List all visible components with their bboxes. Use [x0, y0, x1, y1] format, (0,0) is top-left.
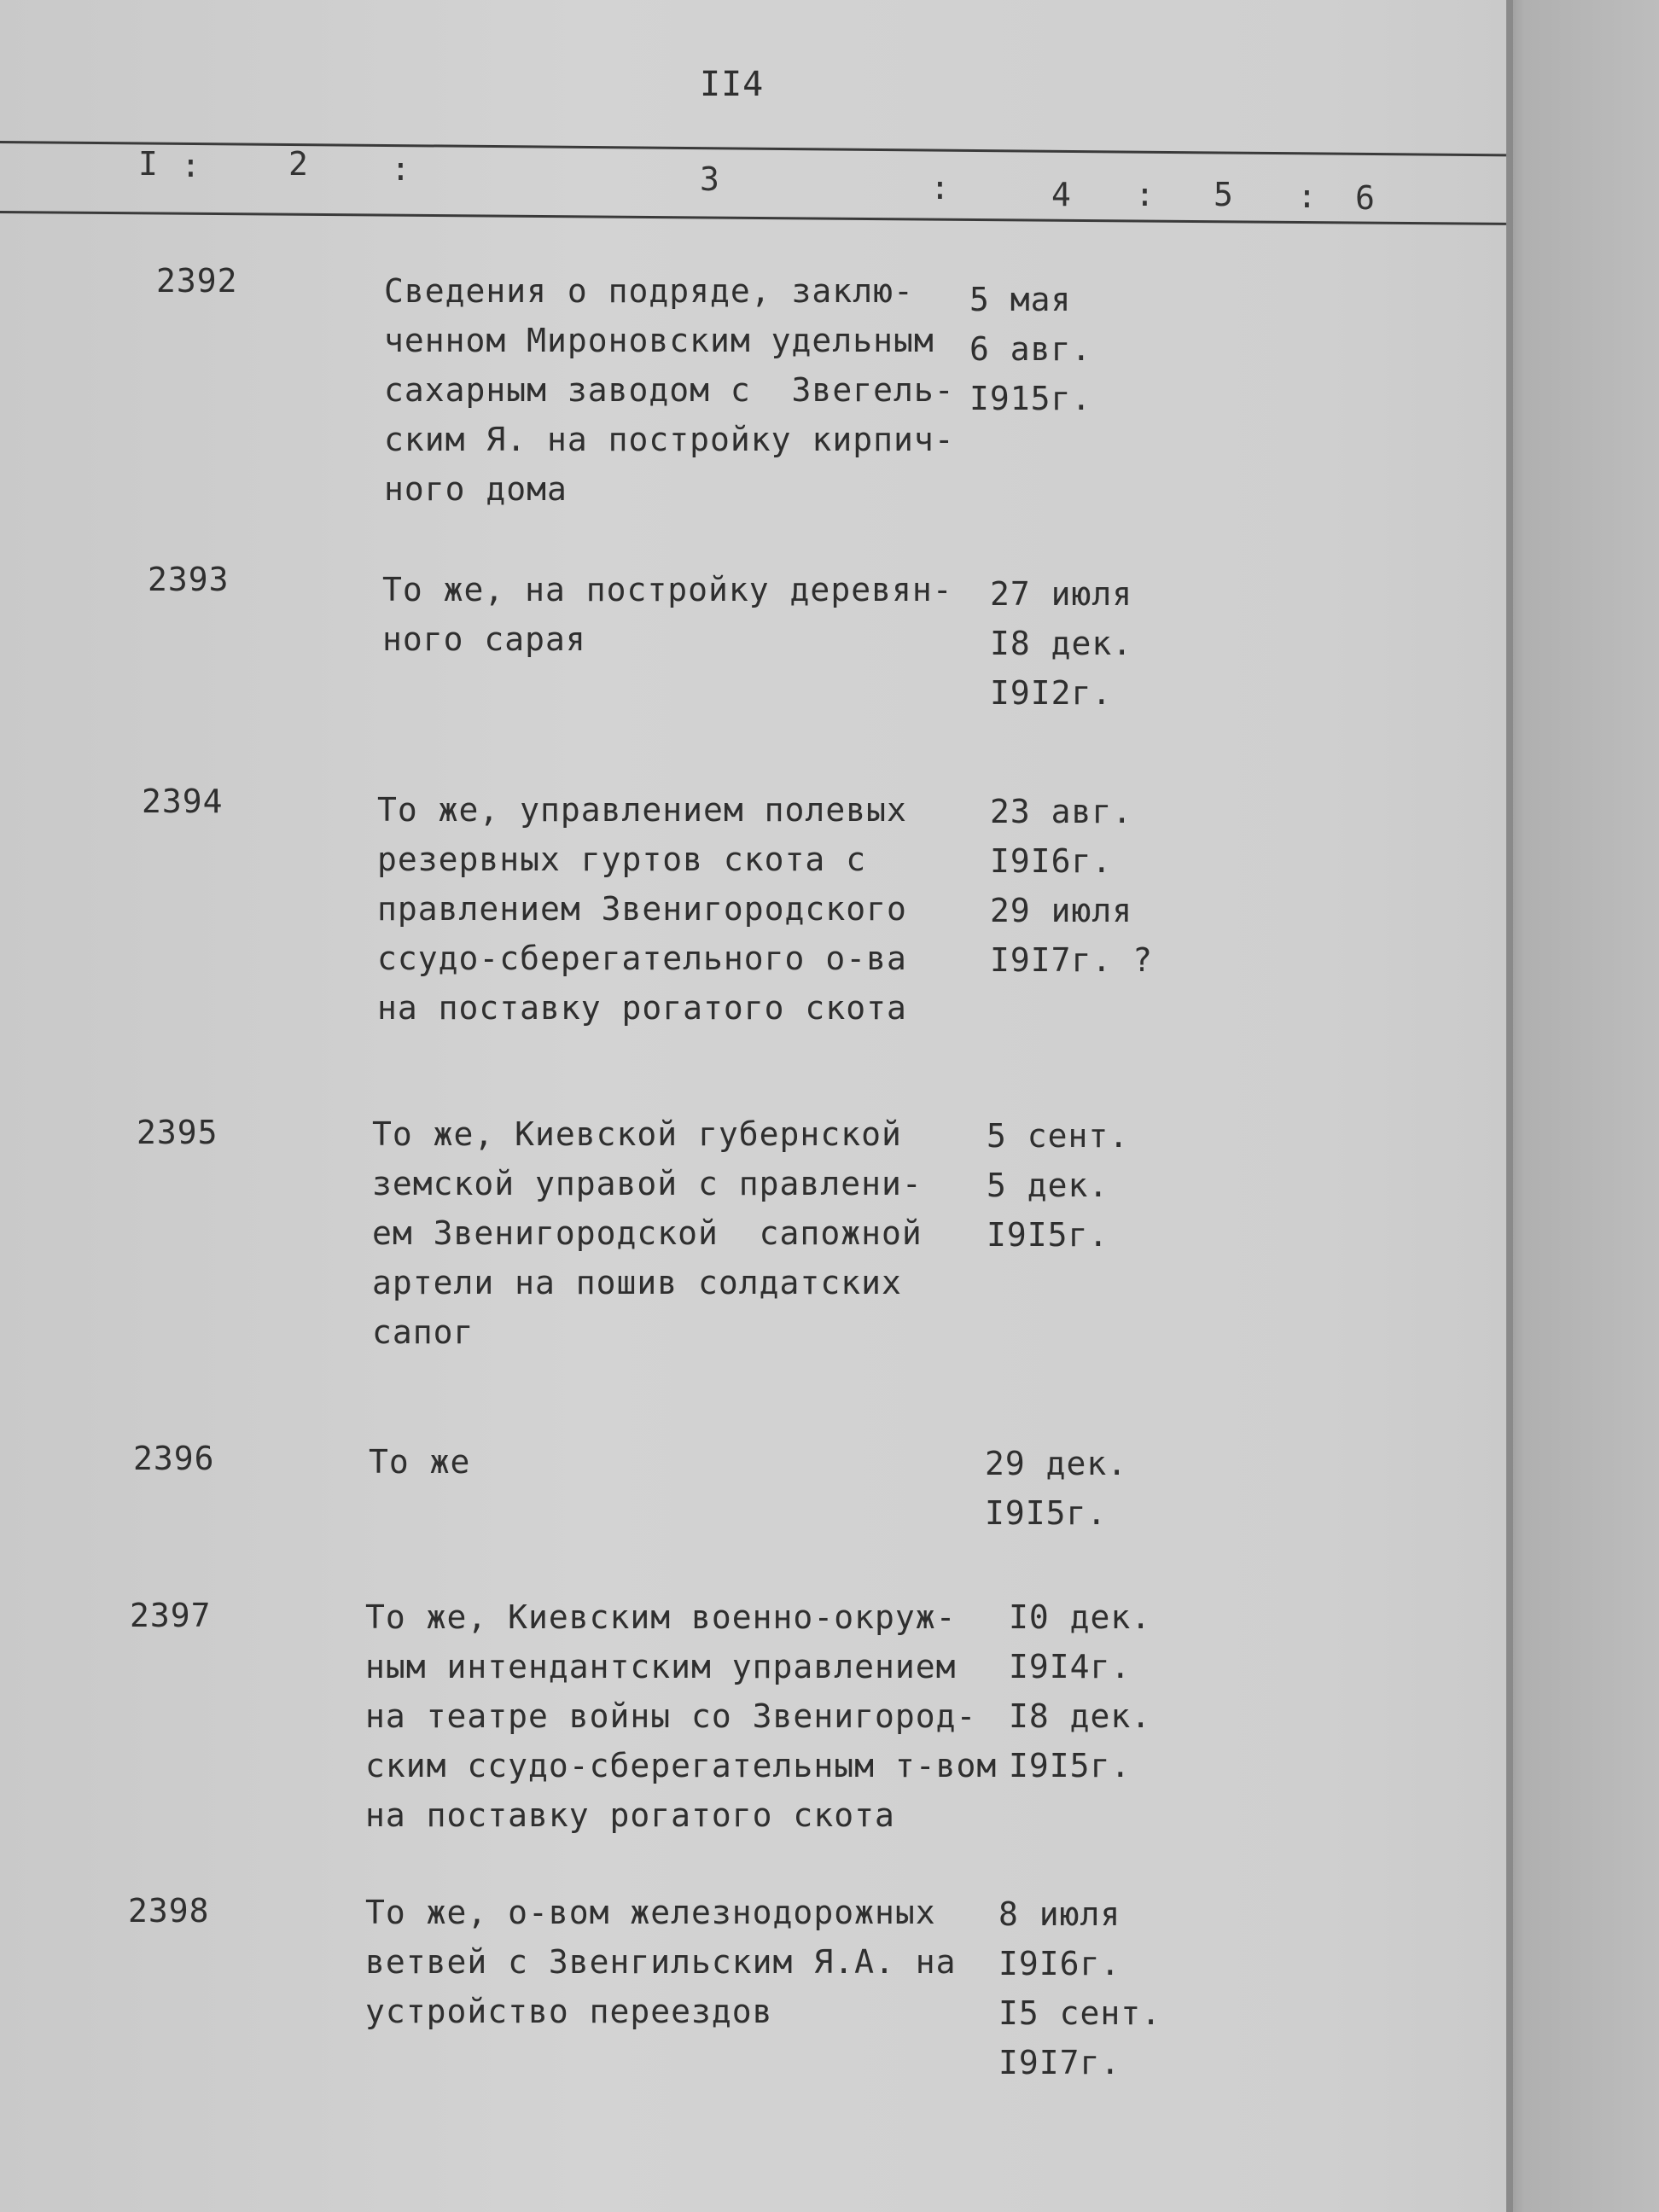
- entry-dates: [998, 1889, 1161, 2087]
- entry-dates: [1009, 1592, 1151, 1790]
- entry-number: 2394: [142, 783, 224, 820]
- description-line: То же, управлением полевых: [377, 791, 907, 829]
- column-header-3: 3: [700, 160, 719, 198]
- description-line: ссудо-сберегательного о-ва: [377, 940, 907, 977]
- description-line: ченном Мироновским удельным: [384, 322, 934, 359]
- entry-dates: [987, 1111, 1129, 1260]
- description-line: на театре войны со Звенигород-: [365, 1697, 977, 1735]
- date-line: I0 дек.: [1009, 1598, 1152, 1636]
- header-top-rule: [0, 141, 1506, 156]
- description-line: То же: [369, 1443, 471, 1481]
- description-line: ного сарая: [382, 620, 586, 658]
- date-line: 5 дек.: [987, 1167, 1109, 1204]
- description-line: ным интендантским управлением: [365, 1648, 957, 1685]
- date-line: I8 дек.: [990, 625, 1133, 662]
- entry-description: [382, 565, 953, 664]
- description-line: ем Звенигородской сапожной: [372, 1214, 923, 1252]
- page-number: II4: [700, 65, 765, 104]
- description-line: земской управой с правлени-: [372, 1165, 923, 1202]
- date-line: I9I5г.: [987, 1216, 1109, 1254]
- date-line: I9I5г.: [1009, 1747, 1132, 1784]
- entry-description: [377, 785, 907, 1033]
- date-line: I9I5г.: [985, 1494, 1108, 1532]
- date-line: I915г.: [969, 380, 1092, 417]
- column-header-2: 2: [288, 145, 308, 183]
- description-line: ветвей с Звенгильским Я.А. на: [365, 1943, 957, 1981]
- description-line: Сведения о подряде, заклю-: [384, 272, 914, 310]
- entry-dates: [985, 1439, 1127, 1538]
- date-line: I5 сент.: [998, 1994, 1162, 2032]
- date-line: I9I6г.: [998, 1945, 1121, 1982]
- description-line: на поставку рогатого скота: [377, 989, 907, 1027]
- date-line: 27 июля: [990, 575, 1133, 613]
- entry-number: 2396: [133, 1440, 215, 1477]
- description-line: сахарным заводом с Звегель-: [384, 371, 955, 409]
- date-line: 5 мая: [969, 281, 1072, 318]
- entry-description: [369, 1437, 470, 1487]
- column-header-5: 5: [1214, 176, 1233, 213]
- entry-description: [365, 1888, 956, 2036]
- entry-dates: [990, 787, 1153, 985]
- column-separator: :: [391, 150, 410, 188]
- column-separator: :: [1297, 178, 1317, 215]
- description-line: То же, Киевской губернской: [372, 1115, 902, 1153]
- entry-dates: [969, 275, 1091, 423]
- description-line: То же, Киевским военно-окруж-: [365, 1598, 957, 1636]
- description-line: ного дома: [384, 470, 568, 508]
- date-line: 29 июля: [990, 892, 1133, 929]
- column-header-4: 4: [1051, 176, 1071, 213]
- description-line: резервных гуртов скота с: [377, 841, 867, 878]
- date-line: 5 сент.: [987, 1117, 1130, 1155]
- column-separator: :: [181, 147, 201, 184]
- column-header-1: I: [138, 145, 158, 183]
- paper-edge: [1506, 0, 1659, 2212]
- description-line: артели на пошив солдатских: [372, 1264, 902, 1301]
- description-line: на поставку рогатого скота: [365, 1796, 895, 1834]
- date-line: 29 дек.: [985, 1445, 1128, 1482]
- date-line: I9I7г. ?: [990, 941, 1154, 979]
- column-header-6: 6: [1355, 179, 1375, 217]
- header-bottom-rule: [0, 211, 1506, 225]
- date-line: I9I2г.: [990, 674, 1113, 712]
- column-separator: :: [1135, 176, 1155, 213]
- date-line: 6 авг.: [969, 330, 1092, 368]
- column-separator: :: [930, 169, 950, 207]
- entry-number: 2395: [137, 1114, 218, 1151]
- description-line: То же, о-вом железнодорожных: [365, 1894, 936, 1931]
- entry-number: 2397: [130, 1597, 212, 1634]
- description-line: ским ссудо-сберегательным т-вом: [365, 1747, 998, 1784]
- entry-dates: [990, 569, 1132, 718]
- entry-description: [372, 1109, 923, 1357]
- date-line: 8 июля: [998, 1895, 1121, 1933]
- date-line: I9I6г.: [990, 842, 1113, 880]
- entry-description: [365, 1592, 997, 1840]
- description-line: сапог: [372, 1313, 474, 1351]
- description-line: устройство переездов: [365, 1993, 773, 2030]
- entry-number: 2398: [128, 1892, 210, 1930]
- entry-number: 2392: [156, 262, 238, 300]
- description-line: правлением Звенигородского: [377, 890, 907, 928]
- entry-description: [384, 266, 955, 514]
- date-line: 23 авг.: [990, 793, 1133, 830]
- entry-number: 2393: [148, 561, 230, 598]
- date-line: I8 дек.: [1009, 1697, 1152, 1735]
- description-line: То же, на постройку деревян-: [382, 571, 953, 608]
- date-line: I9I7г.: [998, 2044, 1121, 2081]
- date-line: I9I4г.: [1009, 1648, 1132, 1685]
- description-line: ским Я. на постройку кирпич-: [384, 421, 955, 458]
